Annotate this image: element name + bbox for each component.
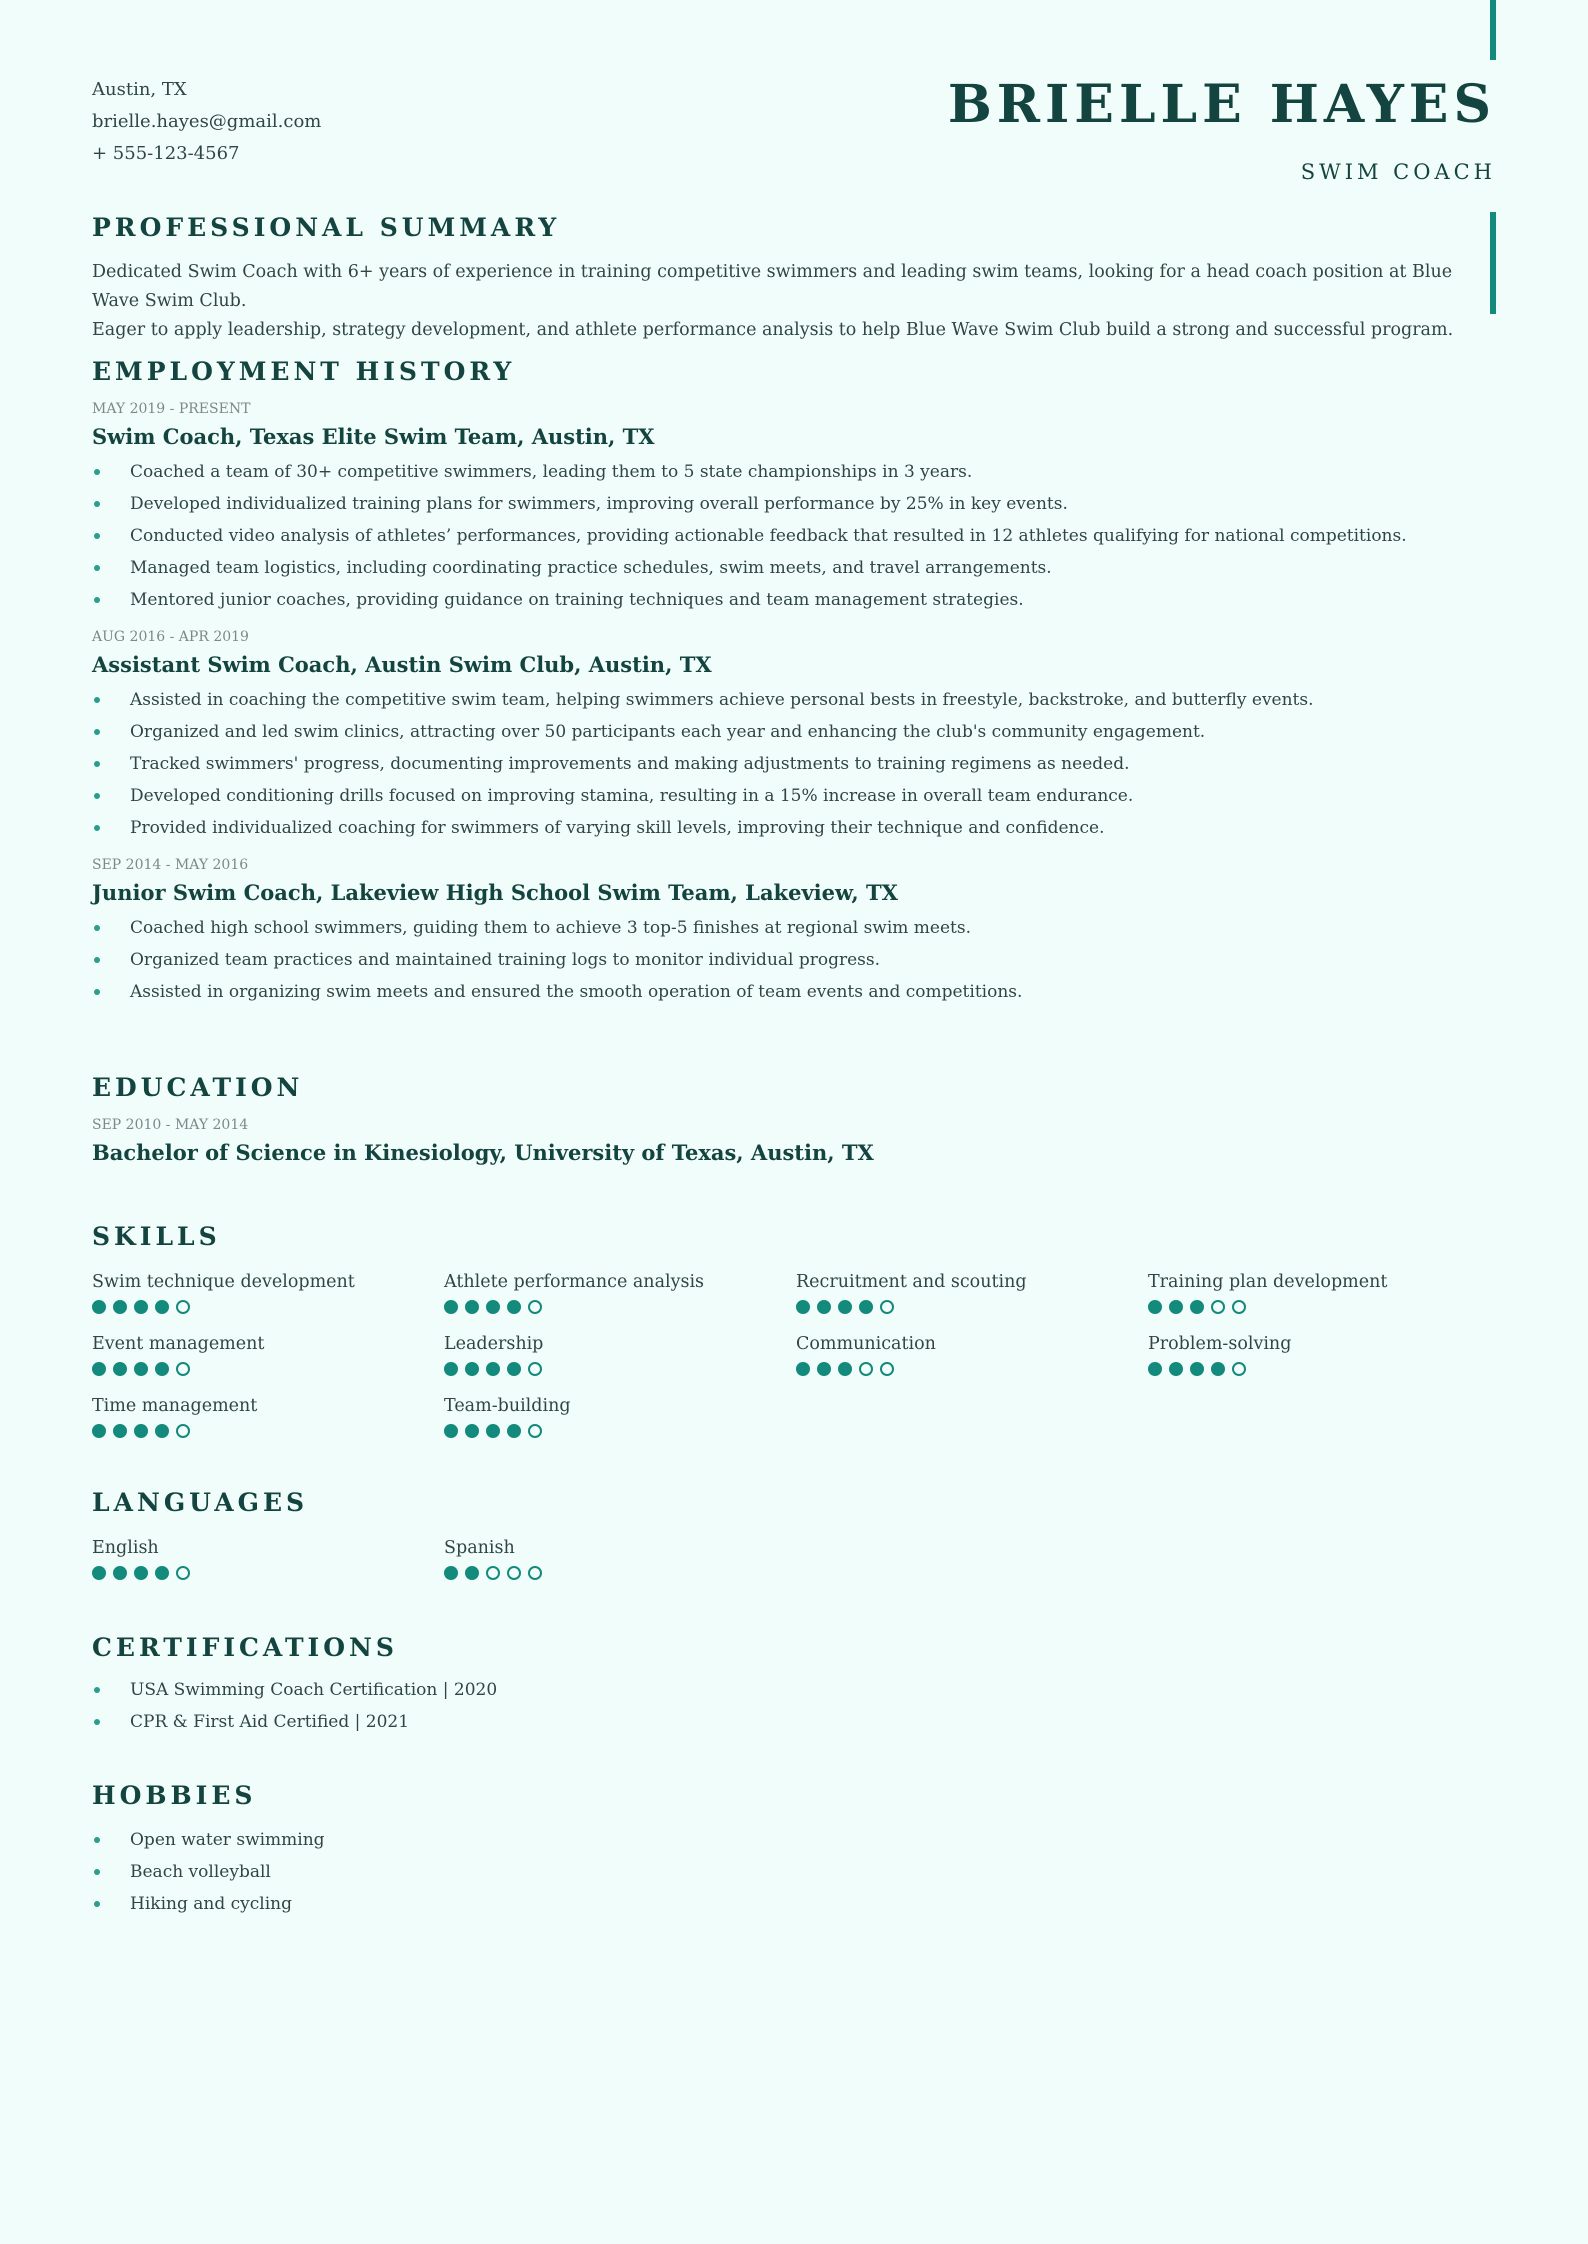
skill-name: Recruitment and scouting [796, 1272, 1027, 1292]
rating-dot-filled [465, 1424, 479, 1438]
rating-dot-filled [155, 1566, 169, 1580]
languages-section [92, 1487, 1492, 1595]
rating-dot-filled [444, 1362, 458, 1376]
list-item: Organized and led swim clinics, attracting over 50 participants each year and enhancing the club's community engagement. [92, 716, 1492, 748]
hobbies-list [92, 1824, 1492, 1920]
list-item: Mentored junior coaches, providing guidance on training techniques and team management strategies. [92, 584, 1492, 616]
rating-dot-filled [444, 1424, 458, 1438]
list-item: USA Swimming Coach Certification | 2020 [92, 1674, 1492, 1706]
skill-rating [796, 1362, 1148, 1376]
job-bullets [92, 456, 1492, 616]
education-date: SEP 2010 - MAY 2014 [92, 1117, 249, 1133]
hobbies-section [92, 1780, 1492, 1920]
rating-dot-filled [1169, 1362, 1183, 1376]
rating-dot-empty [528, 1424, 542, 1438]
list-item: Coached high school swimmers, guiding them to achieve 3 top-5 finishes at regional swim meets. [92, 912, 1492, 944]
rating-dot-filled [155, 1424, 169, 1438]
skill-name: Athlete performance analysis [444, 1272, 705, 1292]
candidate-name: BRIELLE HAYES [947, 74, 1496, 135]
job-title: Swim Coach, Texas Elite Swim Team, Austin, TX [92, 424, 655, 449]
summary-line-1: Dedicated Swim Coach with 6+ years of experience in training competitive swimmers and leading swim teams, looking for a head coach position at Blue Wave Swim Club. [92, 262, 1453, 311]
skill-item [92, 1391, 444, 1453]
rating-dot-filled [817, 1362, 831, 1376]
rating-dot-empty [1211, 1300, 1225, 1314]
rating-dot-empty [1232, 1362, 1246, 1376]
rating-dot-empty [1232, 1300, 1246, 1314]
language-name: Spanish [444, 1538, 515, 1558]
education-degree: Bachelor of Science in Kinesiology, University of Texas, Austin, TX [92, 1140, 874, 1165]
rating-dot-filled [1211, 1362, 1225, 1376]
education-section [92, 1072, 1492, 1172]
skill-item [1148, 1329, 1500, 1391]
rating-dot-empty [176, 1362, 190, 1376]
list-item: Beach volleyball [92, 1856, 1492, 1888]
list-item: Coached a team of 30+ competitive swimmers, leading them to 5 state championships in 3 years. [92, 456, 1492, 488]
phone-text: + 555-123-4567 [92, 143, 240, 164]
skill-name: Swim technique development [92, 1272, 355, 1292]
skill-name: Time management [92, 1396, 258, 1416]
rating-dot-filled [859, 1300, 873, 1314]
rating-dot-filled [444, 1300, 458, 1314]
skill-item [444, 1391, 796, 1453]
rating-dot-filled [92, 1566, 106, 1580]
employment-title: EMPLOYMENT HISTORY [92, 357, 516, 386]
skill-rating [92, 1362, 444, 1376]
rating-dot-filled [113, 1424, 127, 1438]
rating-dot-empty [880, 1362, 894, 1376]
rating-dot-filled [134, 1566, 148, 1580]
skill-rating [444, 1362, 796, 1376]
skill-rating [92, 1300, 444, 1314]
certifications-section [92, 1632, 1492, 1738]
rating-dot-filled [838, 1300, 852, 1314]
rating-dot-empty [528, 1362, 542, 1376]
hobbies-title: HOBBIES [92, 1781, 257, 1810]
job-bullets [92, 684, 1492, 844]
rating-dot-filled [134, 1362, 148, 1376]
rating-dot-empty [528, 1300, 542, 1314]
job-entry [92, 626, 1492, 844]
email-text: brielle.hayes@gmail.com [92, 111, 322, 132]
list-item: Developed individualized training plans for swimmers, improving overall performance by 25% in key events. [92, 488, 1492, 520]
skill-item [92, 1267, 444, 1329]
rating-dot-filled [134, 1424, 148, 1438]
rating-dot-filled [155, 1300, 169, 1314]
rating-dot-filled [1190, 1300, 1204, 1314]
rating-dot-filled [486, 1424, 500, 1438]
skill-item [796, 1329, 1148, 1391]
rating-dot-filled [507, 1424, 521, 1438]
skill-rating [92, 1424, 444, 1438]
languages-grid [92, 1533, 1492, 1595]
skill-rating [1148, 1300, 1500, 1314]
summary-text [92, 258, 1492, 345]
job-date: AUG 2016 - APR 2019 [92, 629, 249, 645]
skill-name: Communication [796, 1334, 936, 1354]
summary-title: PROFESSIONAL SUMMARY [92, 213, 561, 242]
rating-dot-empty [176, 1424, 190, 1438]
rating-dot-filled [1148, 1300, 1162, 1314]
rating-dot-filled [1169, 1300, 1183, 1314]
list-item: Managed team logistics, including coordinating practice schedules, swim meets, and travel arrangements. [92, 552, 1492, 584]
certifications-list [92, 1674, 1492, 1738]
rating-dot-filled [155, 1362, 169, 1376]
list-item: Open water swimming [92, 1824, 1492, 1856]
skills-grid [92, 1267, 1492, 1453]
accent-bar-top [1490, 0, 1496, 60]
rating-dot-empty [486, 1566, 500, 1580]
skill-rating [444, 1300, 796, 1314]
contact-block [92, 74, 321, 170]
list-item: Organized team practices and maintained training logs to monitor individual progress. [92, 944, 1492, 976]
rating-dot-filled [92, 1300, 106, 1314]
language-item [92, 1533, 444, 1595]
rating-dot-filled [113, 1300, 127, 1314]
skill-name: Event management [92, 1334, 265, 1354]
rating-dot-filled [1190, 1362, 1204, 1376]
language-rating [92, 1566, 444, 1580]
job-date: SEP 2014 - MAY 2016 [92, 857, 249, 873]
skill-name: Problem-solving [1148, 1334, 1292, 1354]
rating-dot-filled [796, 1362, 810, 1376]
skills-title: SKILLS [92, 1222, 221, 1251]
summary-section [92, 212, 1492, 345]
rating-dot-filled [444, 1566, 458, 1580]
rating-dot-empty [859, 1362, 873, 1376]
employment-section [92, 356, 1492, 1008]
candidate-role: SWIM COACH [1300, 160, 1496, 184]
rating-dot-filled [134, 1300, 148, 1314]
rating-dot-filled [113, 1362, 127, 1376]
rating-dot-filled [796, 1300, 810, 1314]
skill-rating [796, 1300, 1148, 1314]
summary-line-2: Eager to apply leadership, strategy development, and athlete performance analysis to help Blue Wave Swim Club build a strong and successful program. [92, 320, 1454, 340]
rating-dot-filled [113, 1566, 127, 1580]
rating-dot-filled [1148, 1362, 1162, 1376]
rating-dot-filled [486, 1300, 500, 1314]
job-date: MAY 2019 - PRESENT [92, 401, 251, 417]
skills-section [92, 1221, 1492, 1453]
rating-dot-filled [507, 1300, 521, 1314]
skill-item [92, 1329, 444, 1391]
education-title: EDUCATION [92, 1073, 304, 1102]
rating-dot-empty [880, 1300, 894, 1314]
skill-item [1148, 1267, 1500, 1329]
skill-rating [1148, 1362, 1500, 1376]
skill-item [796, 1267, 1148, 1329]
skill-name: Leadership [444, 1334, 544, 1354]
languages-title: LANGUAGES [92, 1488, 309, 1517]
location-text: Austin, TX [92, 79, 187, 100]
rating-dot-filled [486, 1362, 500, 1376]
rating-dot-empty [528, 1566, 542, 1580]
skill-item [444, 1329, 796, 1391]
list-item: CPR & First Aid Certified | 2021 [92, 1706, 1492, 1738]
job-bullets [92, 912, 1492, 1008]
job-entry [92, 398, 1492, 616]
rating-dot-filled [92, 1424, 106, 1438]
list-item: Developed conditioning drills focused on improving stamina, resulting in a 15% increase in overall team endurance. [92, 780, 1492, 812]
skill-name: Team-building [444, 1396, 571, 1416]
language-item [444, 1533, 796, 1595]
rating-dot-filled [465, 1300, 479, 1314]
list-item: Assisted in coaching the competitive swim team, helping swimmers achieve personal bests in freestyle, backstroke, and butterfly events. [92, 684, 1492, 716]
list-item: Conducted video analysis of athletes’ performances, providing actionable feedback that resulted in 12 athletes qualifying for national competitions. [92, 520, 1492, 552]
rating-dot-filled [465, 1566, 479, 1580]
rating-dot-empty [507, 1566, 521, 1580]
rating-dot-filled [507, 1362, 521, 1376]
skill-rating [444, 1424, 796, 1438]
job-title: Junior Swim Coach, Lakeview High School Swim Team, Lakeview, TX [92, 880, 898, 905]
rating-dot-filled [92, 1362, 106, 1376]
rating-dot-empty [176, 1300, 190, 1314]
rating-dot-empty [176, 1566, 190, 1580]
language-name: English [92, 1538, 159, 1558]
list-item: Tracked swimmers' progress, documenting improvements and making adjustments to training regimens as needed. [92, 748, 1492, 780]
skill-name: Training plan development [1148, 1272, 1388, 1292]
rating-dot-filled [817, 1300, 831, 1314]
rating-dot-filled [465, 1362, 479, 1376]
list-item: Provided individualized coaching for swimmers of varying skill levels, improving their technique and confidence. [92, 812, 1492, 844]
job-entry [92, 854, 1492, 1008]
list-item: Assisted in organizing swim meets and ensured the smooth operation of team events and competitions. [92, 976, 1492, 1008]
list-item: Hiking and cycling [92, 1888, 1492, 1920]
language-rating [444, 1566, 796, 1580]
rating-dot-filled [838, 1362, 852, 1376]
skill-item [444, 1267, 796, 1329]
certifications-title: CERTIFICATIONS [92, 1633, 398, 1662]
job-title: Assistant Swim Coach, Austin Swim Club, Austin, TX [92, 652, 712, 677]
